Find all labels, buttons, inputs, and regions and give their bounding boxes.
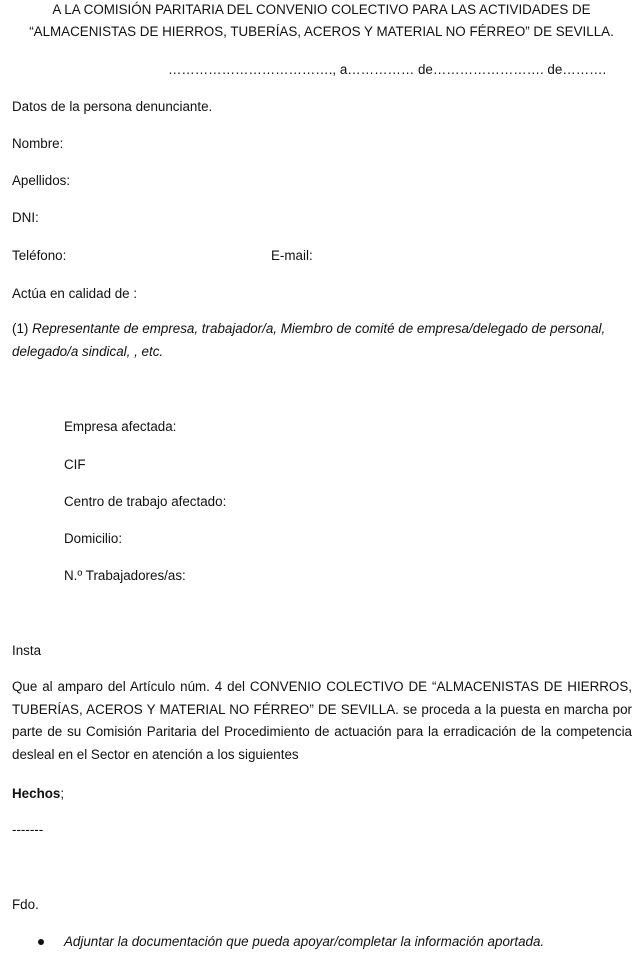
date-line: ………………………………., a…………… de……………………. de………. bbox=[168, 62, 607, 77]
bullet-item: Adjuntar la documentación que pueda apoyar/completar la información aportada. bbox=[64, 934, 545, 949]
actua-label: Actúa en calidad de : bbox=[12, 286, 138, 301]
telefono-label: Teléfono: bbox=[12, 248, 67, 263]
role-note-prefix: (1) bbox=[12, 321, 33, 336]
hechos-dashes: ------- bbox=[12, 822, 44, 837]
insta-label: Insta bbox=[12, 643, 42, 658]
trabajadores-label: N.º Trabajadores/as: bbox=[64, 568, 186, 583]
role-note-text: Representante de empresa, trabajador/a, Miembro de comité de empresa/delegado de personal, delegado/a sindical, , etc. bbox=[12, 321, 606, 359]
insta-paragraph: Que al amparo del Artículo núm. 4 del CONVENIO COLECTIVO DE “ALMACENISTAS DE HIERROS, TUBERÍAS, ACEROS Y MATERIAL NO FÉRREO” DE SEVILLA. se proceda a la puesta en marcha por parte de su Comisión Paritaria del Procedimiento de actuación para la erradicación de la competencia desleal en el Sector en atención a los siguientes bbox=[12, 679, 632, 762]
email-label: E-mail: bbox=[271, 248, 313, 263]
empresa-afectada-label: Empresa afectada: bbox=[64, 419, 177, 434]
role-note bbox=[12, 318, 612, 363]
denunciante-heading: Datos de la persona denunciante. bbox=[12, 99, 213, 114]
firma-label: Fdo. bbox=[12, 897, 39, 912]
dni-label: DNI: bbox=[12, 210, 39, 225]
nombre-label: Nombre: bbox=[12, 136, 64, 151]
title-line-1: A LA COMISIÓN PARITARIA DEL CONVENIO COLECTIVO PARA LAS ACTIVIDADES DE bbox=[52, 2, 591, 17]
apellidos-label: Apellidos: bbox=[12, 173, 71, 188]
domicilio-label: Domicilio: bbox=[64, 531, 123, 546]
cif-label: CIF bbox=[64, 457, 86, 472]
centro-trabajo-label: Centro de trabajo afectado: bbox=[64, 494, 227, 509]
hechos-suffix: ; bbox=[60, 786, 65, 801]
hechos-heading bbox=[12, 786, 64, 801]
title-line-2: “ALMACENISTAS DE HIERROS, TUBERÍAS, ACEROS Y MATERIAL NO FÉRREO” DE SEVILLA. bbox=[29, 24, 614, 39]
bullet-icon bbox=[38, 939, 44, 945]
hechos-label: Hechos bbox=[12, 786, 61, 801]
